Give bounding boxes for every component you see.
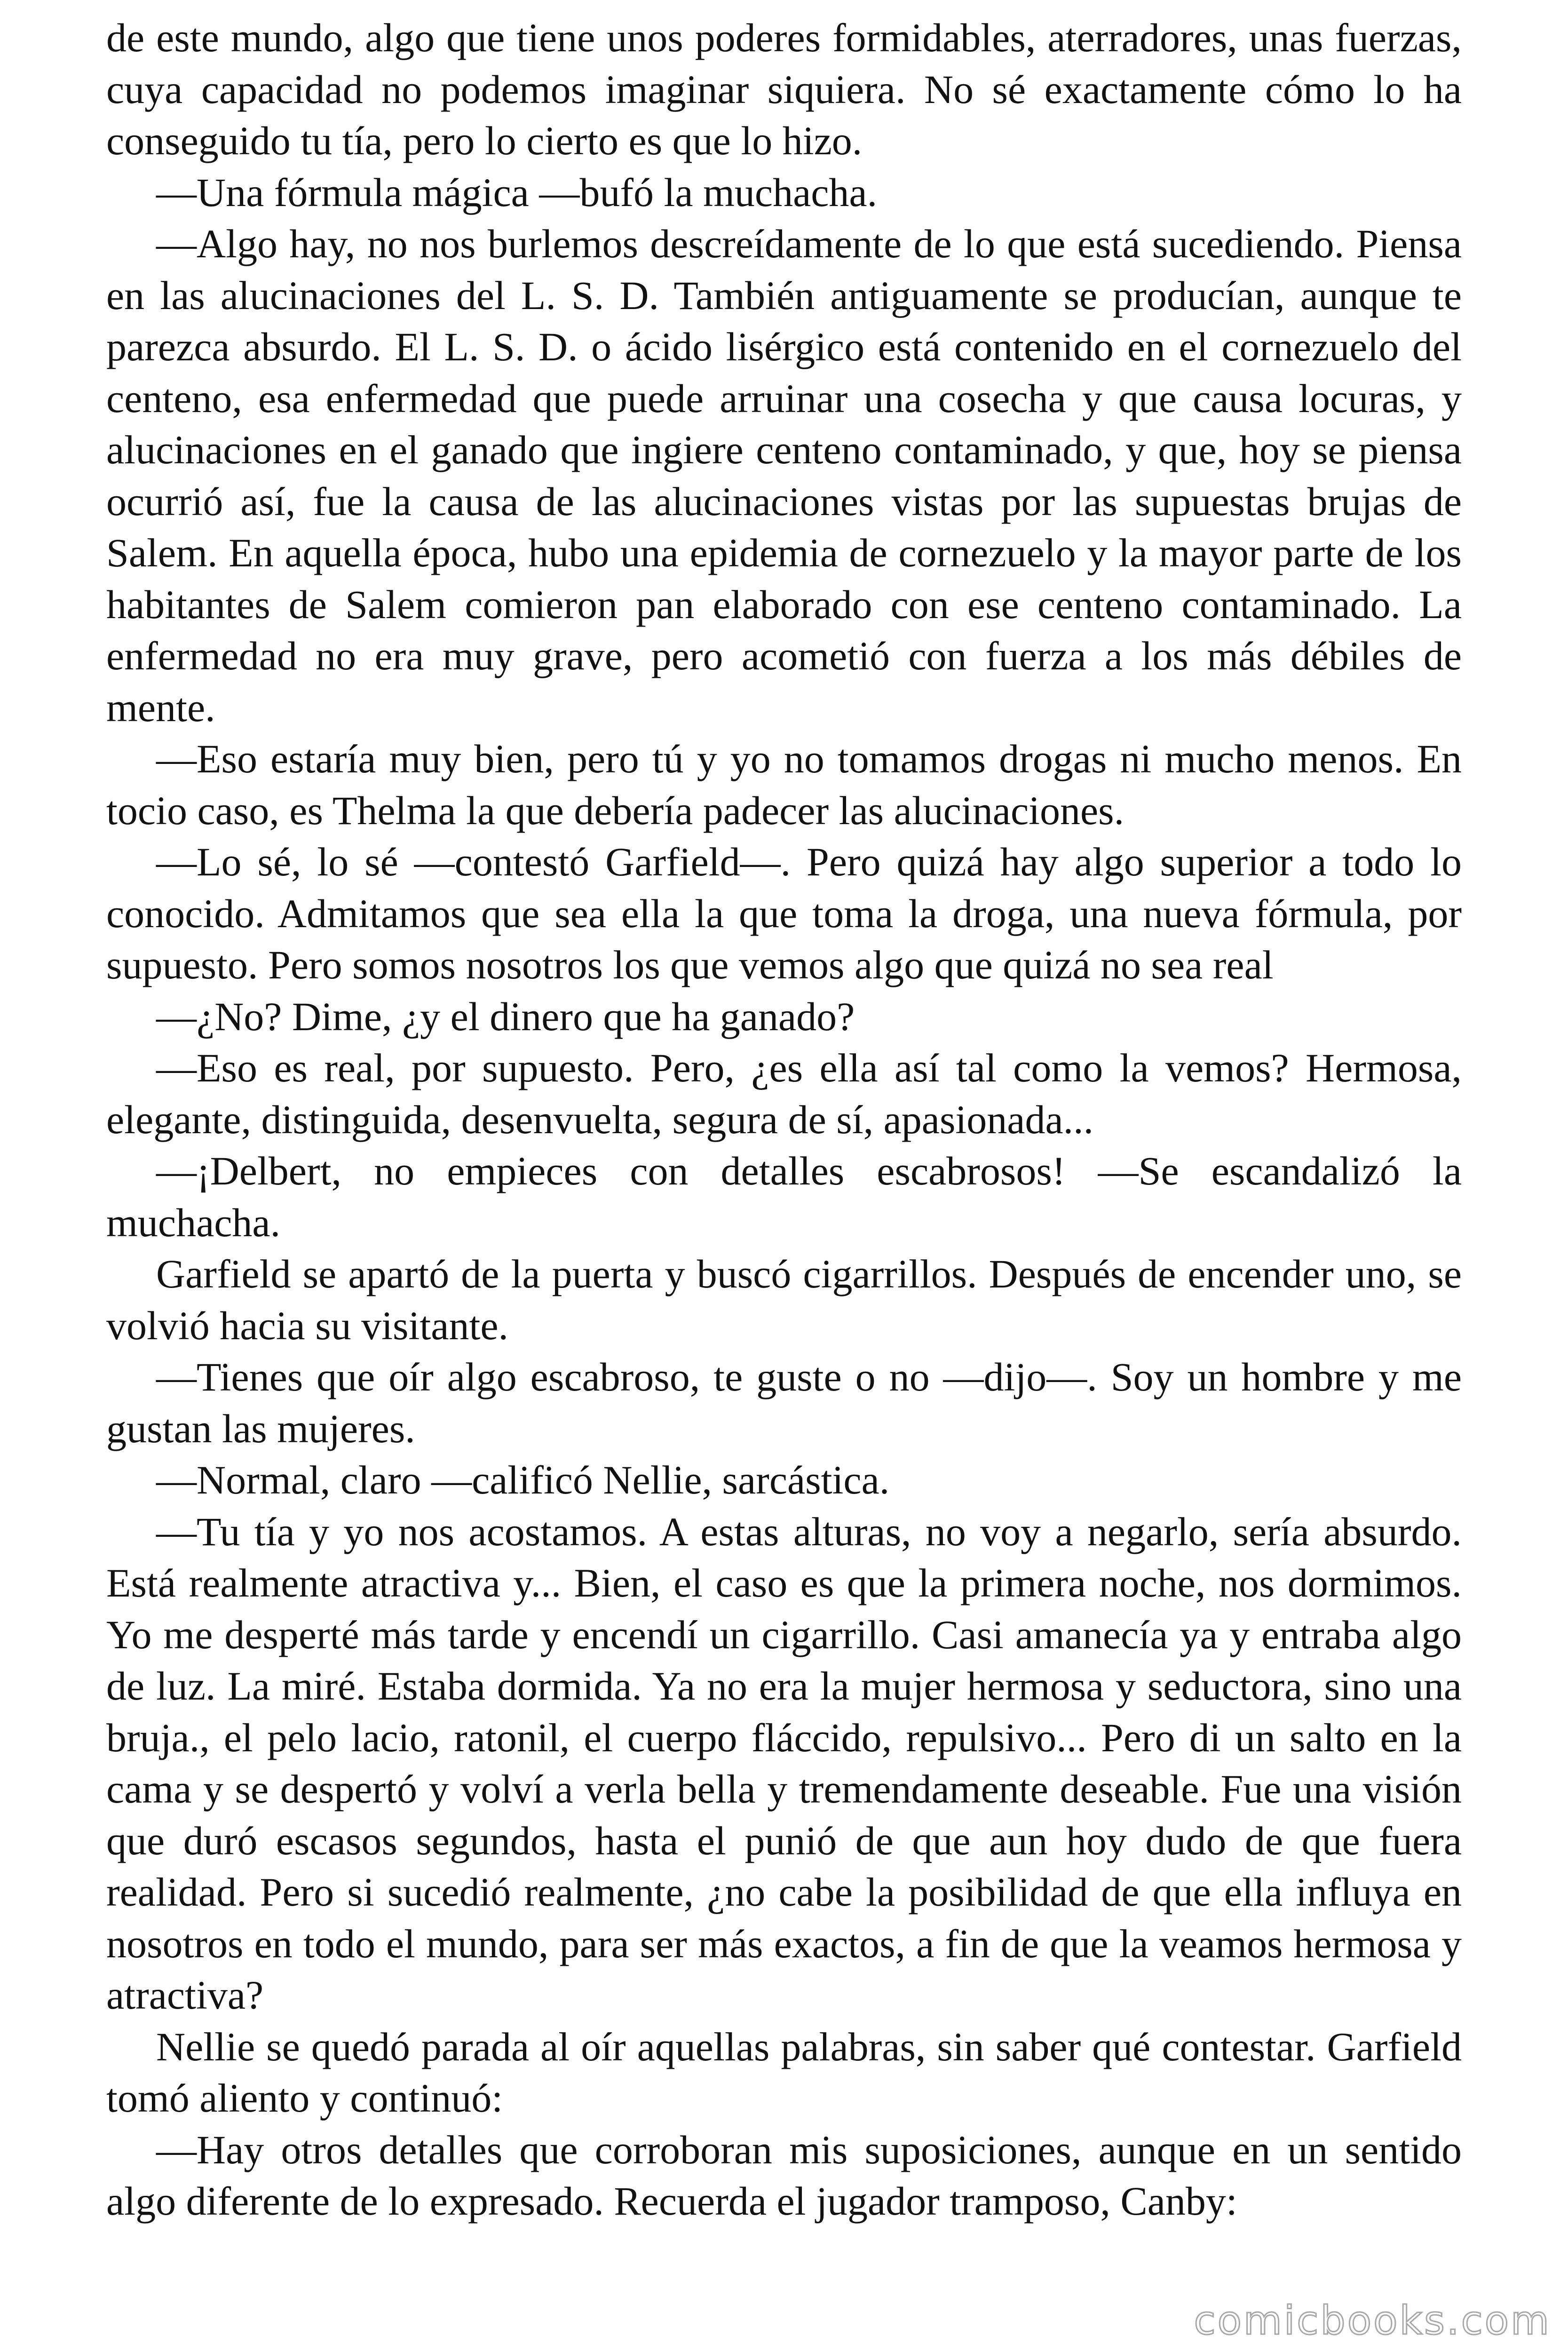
paragraph: —Eso es real, por supuesto. Pero, ¿es ella así tal como la vemos? Hermosa, elegante, distinguida, desenvuelta, segura de sí, apasionada... xyxy=(106,1045,1462,1142)
paragraph: —Algo hay, no nos burlemos descreídamente de lo que está sucediendo. Piensa en las alucinaciones del L. S. D. También antiguamente se producían, aunque te parezca absurdo. El L. S. D. o ácido lisérgico está contenido en el cornezuelo del centeno, esa enfermedad que puede arruinar una cosecha y que causa locuras, y alucinaciones en el ganado que ingiere centeno contaminado, y que, hoy se piensa ocurrió así, fue la causa de las alucinaciones vistas por las supuestas brujas de Salem. En aquella época, hubo una epidemia de cornezuelo y la mayor parte de los habitantes de Salem comieron pan elaborado con ese centeno contaminado. La enfermedad no era muy grave, pero acometió con fuerza a los más débiles de mente. xyxy=(106,221,1462,730)
paragraph: Nellie se quedó parada al oír aquellas palabras, sin saber qué contestar. Garfield tomó aliento y continuó: xyxy=(106,2024,1462,2121)
paragraph: Garfield se apartó de la puerta y buscó cigarrillos. Después de encender uno, se volvió hacia su visitante. xyxy=(106,1251,1462,1348)
paragraph: —Hay otros detalles que corroboran mis suposiciones, aunque en un sentido algo diferente de lo expresado. Recuerda el jugador tramposo, Canby: xyxy=(106,2127,1462,2224)
paragraph: —Normal, claro —calificó Nellie, sarcástica. xyxy=(156,1457,890,1502)
paragraph: —Una fórmula mágica —bufó la muchacha. xyxy=(156,169,878,215)
paragraph: —Tienes que oír algo escabroso, te guste o no —dijo—. Soy un hombre y me gustan las mujeres. xyxy=(106,1354,1462,1451)
paragraph: —Tu tía y yo nos acostamos. A estas alturas, no voy a negarlo, sería absurdo. Está realmente atractiva y... Bien, el caso es que la primera noche, nos dormimos. Yo me desperté más tarde y encendí un cigarrillo. Casi amanecía ya y entraba algo de luz. La miré. Estaba dormida. Ya no era la mujer hermosa y seductora, sino una bruja., el pelo lacio, ratonil, el cuerpo fláccido, repulsivo... Pero di un salto en la cama y se despertó y volví a verla bella y tremendamente deseable. Fue una visión que duró escasos segundos, hasta el punió de que aun hoy dudo de que fuera realidad. Pero si sucedió realmente, ¿no cabe la posibilidad de que ella influya en nosotros en todo el mundo, para ser más exactos, a fin de que la veamos hermosa y atractiva? xyxy=(106,1509,1462,2018)
paragraph: —¿No? Dime, ¿y el dinero que ha ganado? xyxy=(156,993,855,1039)
paragraph: —¡Delbert, no empieces con detalles escabrosos! —Se escandalizó la muchacha. xyxy=(106,1148,1462,1245)
paragraph: —Lo sé, lo sé —contestó Garfield—. Pero quizá hay algo superior a todo lo conocido. Admitamos que sea ella la que toma la droga, una nueva fórmula, por supuesto. Pero somos nosotros los que vemos algo que quizá no sea real xyxy=(106,839,1462,987)
watermark: comicbooks.com xyxy=(1194,2297,1551,2344)
page-text xyxy=(106,12,1462,2336)
paragraph-continuation: de este mundo, algo que tiene unos poderes formidables, aterradores, unas fuerzas, cuya capacidad no podemos imaginar siquiera. No sé exactamente cómo lo ha conseguido tu tía, pero lo cierto es que lo hizo. xyxy=(106,15,1462,163)
paragraph: —Eso estaría muy bien, pero tú y yo no tomamos drogas ni mucho menos. En tocio caso, es Thelma la que debería padecer las alucinaciones. xyxy=(106,736,1462,833)
